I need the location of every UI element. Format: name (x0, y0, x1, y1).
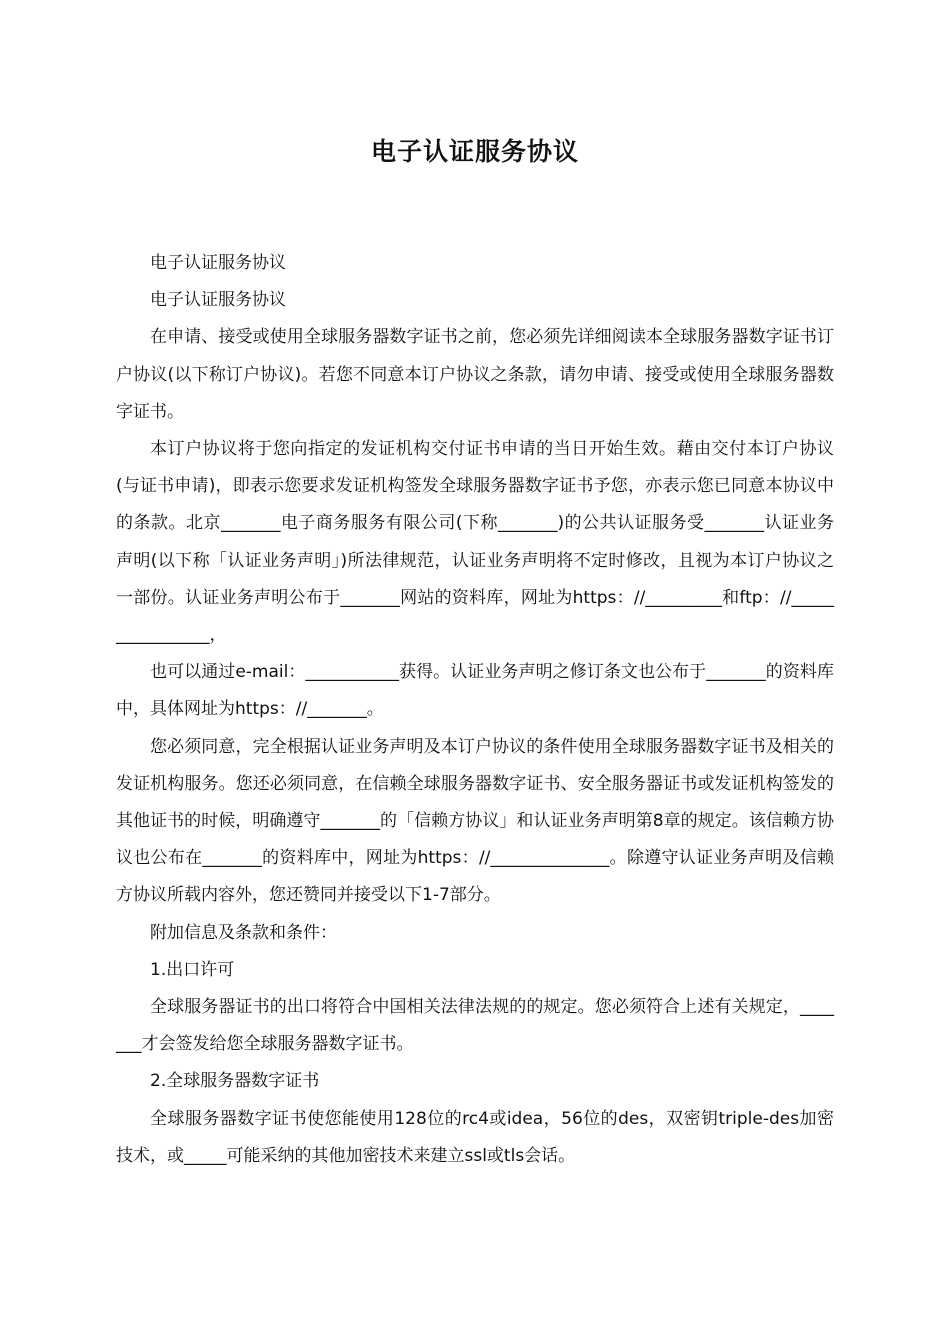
paragraph-subtitle-2: 电子认证服务协议 (150, 290, 286, 311)
paragraph-certificate: 全球服务器数字证书使您能使用128位的rc4或idea，56位的des，双密钥triple-des加密技术，或_____可能采纳的其他加密技术来建立ssl或tls会话。 (116, 1108, 834, 1166)
paragraph-export: 全球服务器证书的出口将符合中国相关法律法规的的规定。您必须符合上述有关规定，_______才会签发给您全球服务器数字证书。 (116, 997, 834, 1055)
paragraph-email: 也可以通过e-mail：___________获得。认证业务声明之修订条文也公布于_______的资料库中，具体网址为https：//_______。 (116, 662, 834, 720)
paragraph-subtitle-1: 电子认证服务协议 (150, 253, 286, 273)
paragraph-additional-terms: 附加信息及条款和条件： (150, 922, 337, 943)
document-body (116, 245, 834, 1175)
paragraph-intro: 在申请、接受或使用全球服务器数字证书之前，您必须先详细阅读本全球服务器数字证书订户协议(以下称订户协议)。若您不同意本订户协议之条款，请勿申请、接受或使用全球服务器数字证书。 (116, 327, 834, 422)
document-title: 电子认证服务协议 (370, 137, 579, 166)
paragraph-effective-date: 本订户协议将于您向指定的发证机构交付证书申请的当日开始生效。藉由交付本订户协议(与证书申请)，即表示您要求发证机构签发全球服务器数字证书予您，亦表示您已同意本协议中的条款。北京_______电子商务服务有限公司(下称_______)的公共认证服务受_______认证业务声明(以下称「认证业务声明」)所法律规范，认证业务声明将不定时修改，且视为本订户协议之一部份。认证业务声明公布于_______网站的资料库，网址为https：//_________和ftp：//________________， (116, 439, 834, 646)
paragraph-agreement: 您必须同意，完全根据认证业务声明及本订户协议的条件使用全球服务器数字证书及相关的发证机构服务。您还必须同意，在信赖全球服务器数字证书、安全服务器证书或发证机构签发的其他证书的时候，明确遵守_______的「信赖方协议」和认证业务声明第8章的规定。该信赖方协议也公布在_______的资料库中，网址为https：//______________。除遵守认证业务声明及信赖方协议所载内容外，您还赞同并接受以下1-7部分。 (116, 736, 834, 906)
section-heading-export: 1.出口许可 (150, 959, 235, 980)
section-heading-certificate: 2.全球服务器数字证书 (150, 1071, 320, 1092)
